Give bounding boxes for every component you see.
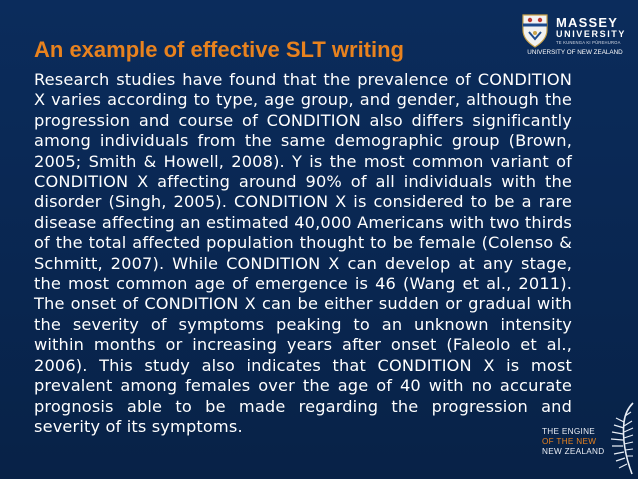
logo-subname: UNIVERSITY	[556, 29, 627, 39]
university-crest-icon	[520, 12, 550, 48]
slide-title: An example of effective SLT writing	[34, 37, 404, 62]
footer-brand-line3: NEW ZEALAND	[542, 447, 605, 456]
footer-brand-line2: OF THE NEW	[542, 437, 597, 446]
massey-logo	[516, 8, 634, 56]
fern-icon	[602, 400, 636, 476]
footer-brand	[542, 427, 604, 457]
logo-tagline: UNIVERSITY OF NEW ZEALAND	[527, 49, 623, 56]
logo-name: MASSEY	[556, 15, 619, 30]
footer-brand-line1: THE ENGINE	[542, 427, 596, 436]
logo-maori-name: TE KUNENGA KI PŪREHUROA	[556, 40, 621, 45]
slide-body-text: Research studies have found that the prevalence of CONDITION X varies according to type, age group, and gender, although the progression and course of CONDITION also differs significantly among individuals from the same demographic group (Brown, 2005; Smith & Howell, 2008). Y is the most common variant of CONDITION X affecting around 90% of all individuals with the disorder (Singh, 2005). CONDITION X is considered to be a rare disease affecting an estimated 40,000 Americans with two thirds of the total affected population thought to be female (Colenso & Schmitt, 2007). While CONDITION X can develop at any stage, the most common age of emergence is 46 (Wang et al., 2011). The onset of CONDITION X can be either sudden or gradual with the severity of symptoms peaking to an unknown intensity within months or increasing years after onset (Faleolo et al., 2006). This study also indicates that CONDITION X is most prevalent among females over the age of 40 with no accurate prognosis able to be made regarding the progression and severity of its symptoms.	[34, 70, 572, 436]
